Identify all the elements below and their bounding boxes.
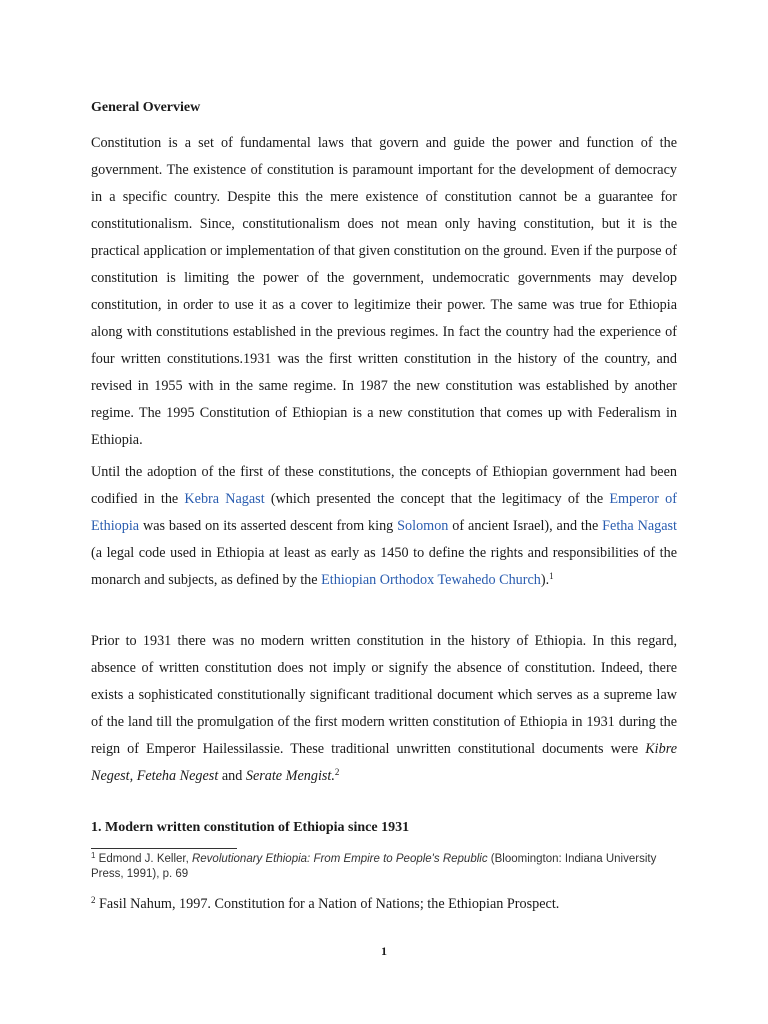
paragraph-2-text-4: of ancient Israel), and the	[448, 518, 603, 534]
footnote-ref-2[interactable]: 2	[334, 767, 340, 777]
paragraph-2	[91, 459, 677, 594]
footnote-separator	[91, 848, 237, 849]
footnote-1-number: 1	[91, 851, 96, 860]
footnote-ref-1[interactable]: 1	[549, 571, 554, 581]
paragraph-2-text-1: Until the adoption of the first of these constitutions, the concepts of Ethiopian government had been codified in the	[91, 464, 677, 507]
paragraph-3-italic-1: Kibre Negest, Feteha Negest	[91, 741, 677, 784]
link-emperor-of-ethiopia[interactable]: Emperor of Ethiopia	[91, 491, 677, 534]
footnote-1-author: Edmond J. Keller,	[95, 853, 192, 865]
footnote-1	[91, 852, 681, 882]
footnote-2-number: 2	[91, 895, 96, 905]
section-heading: 1. Modern written constitution of Ethiopia since 1931	[91, 820, 410, 835]
link-kebra-nagast[interactable]: Kebra Nagast	[184, 491, 265, 507]
paragraph-2-text-6: ).	[540, 572, 550, 588]
footnote-1-rest: (Bloomington: Indiana University Press, 1991), p. 69	[91, 853, 657, 880]
paragraph-1: Constitution is a set of fundamental laws that govern and guide the power and function of the government. The existence of constitution is paramount important for the development of democracy in a specific country. Despite this the mere existence of constitution cannot be a guarantee for constitutionalism. Since, constitutionalism does not mean only having constitution, but it is the practical application or implementation of that given constitution on the ground. Even if the purpose of constitution is limiting the power of the government, undemocratic governments may develop constitution, in order to use it as a cover to legitimize their power. The same was true for Ethiopia along with constitutions established in the previous regimes. In fact the country had the experience of four written constitutions.1931 was the first written constitution in the history of the country, and revised in 1955 with in the same regime. In 1987 the new constitution was established by another regime. The 1995 Constitution of Ethiopian is a new constitution that comes up with Federalism in Ethiopia.	[91, 135, 677, 448]
paragraph-3-italic-2: Serate Mengist.	[245, 768, 335, 784]
link-ethiopian-orthodox-tewahedo-church[interactable]: Ethiopian Orthodox Tewahedo Church	[321, 572, 541, 588]
paragraph-3-text-2: and	[218, 768, 246, 784]
paragraph-3-text-1: Prior to 1931 there was no modern written constitution in the history of Ethiopia. In this regard, absence of written constitution does not imply or signify the absence of constitution. Indeed, there exists a sophisticated constitutionally significant traditional document which serves as a supreme law of the land till the promulgation of the first modern written constitution of Ethiopia in 1931 during the reign of Emperor Hailessilassie. These traditional unwritten constitutional documents were	[91, 633, 677, 757]
link-solomon[interactable]: Solomon	[397, 518, 449, 534]
paragraph-2-text-3: was based on its asserted descent from king	[139, 518, 398, 534]
link-fetha-nagast[interactable]: Fetha Nagast	[602, 518, 677, 534]
heading-general-overview: General Overview	[91, 100, 201, 115]
footnote-2-text: Fasil Nahum, 1997. Constitution for a Nation of Nations; the Ethiopian Prospect.	[95, 896, 560, 912]
footnote-2	[91, 896, 559, 913]
paragraph-2-text-2: (which presented the concept that the legitimacy of the	[264, 491, 610, 507]
footnote-1-title: Revolutionary Ethiopia: From Empire to People's Republic	[191, 853, 488, 865]
paragraph-3	[91, 628, 677, 790]
paragraph-2-text-5: (a legal code used in Ethiopia at least as early as 1450 to define the rights and responsibilities of the monarch and subjects, as defined by the	[91, 545, 677, 588]
page-number: 1	[381, 944, 387, 958]
